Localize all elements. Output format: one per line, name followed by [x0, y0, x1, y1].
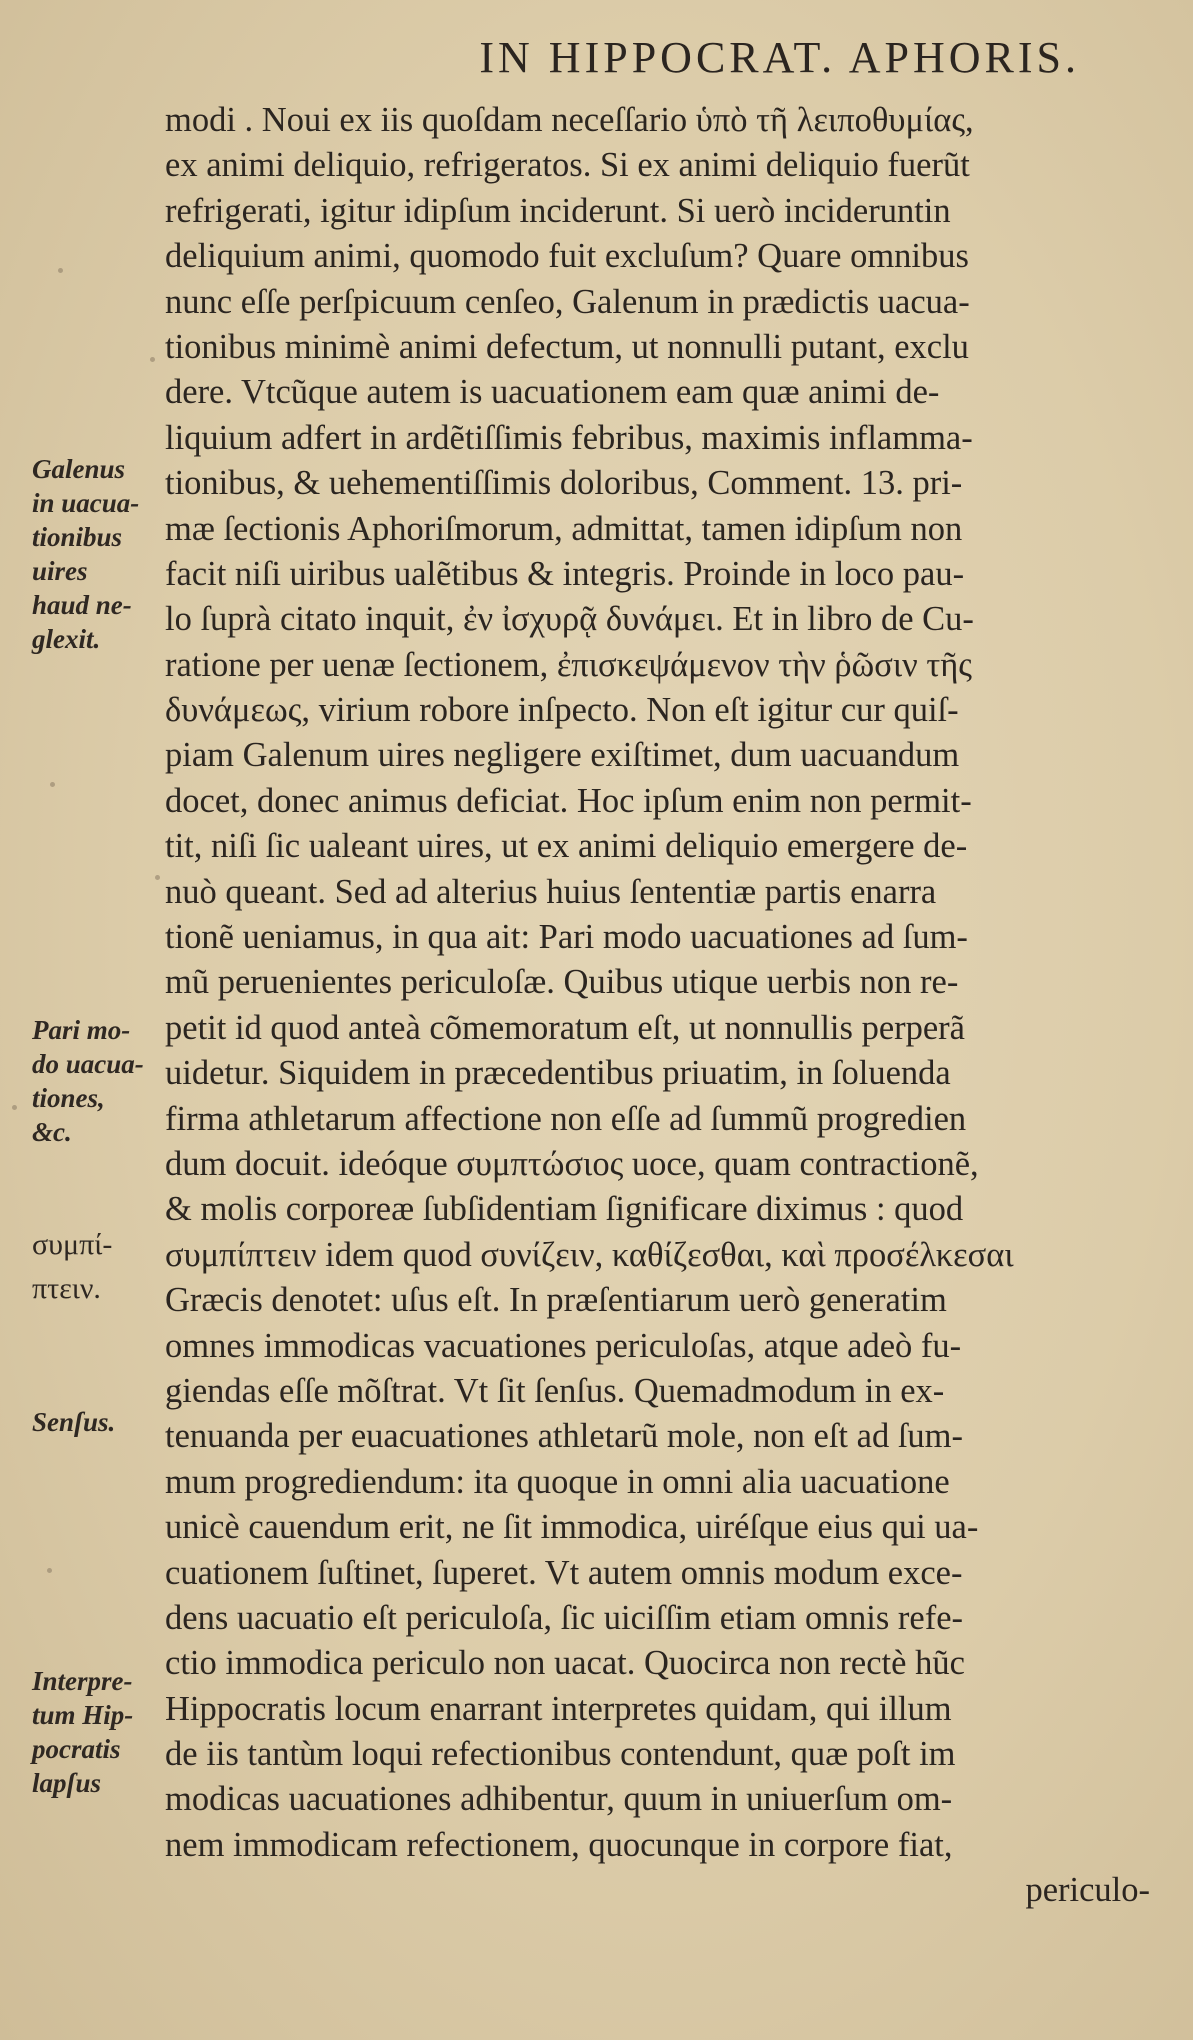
margin-note-line: in uacua- [32, 488, 140, 518]
text-line: tionẽ ueniamus, in qua ait: Pari modo uacuationes ad ſum- [165, 918, 968, 957]
text-line: Græcis denotet: uſus eſt. In præſentiarum uerò generatim [165, 1281, 947, 1320]
text-line: giendas eſſe mõſtrat. Vt ſit ſenſus. Quemadmodum in ex- [165, 1371, 945, 1410]
text-line: Hippocratis locum enarrant interpretes quidam, qui illum [165, 1689, 952, 1728]
text-line: petit id quod anteà cõmemoratum eſt, ut nonnullis perperã [165, 1008, 965, 1047]
text-line: mũ peruenientes periculoſæ. Quibus utique uerbis non re- [165, 963, 959, 1002]
paper-speck [47, 1568, 52, 1573]
text-line: uidetur. Siquidem in præcedentibus priuatim, in ſoluenda [165, 1054, 951, 1093]
text-line: ctio immodica periculo non uacat. Quocirca non rectè hũc [165, 1644, 965, 1683]
margin-note-line: Senſus. [32, 1407, 116, 1437]
margin-note-line: do uacua- [32, 1049, 144, 1079]
margin-note-line: pocratis [32, 1734, 121, 1764]
text-line: docet, donec animus deficiat. Hoc ipſum enim non permit- [165, 781, 972, 820]
margin-note-line: &c. [32, 1117, 72, 1147]
margin-note-line: Pari mo- [32, 1015, 131, 1045]
text-line: refrigerati, igitur idipſum inciderunt. Si uerò incideruntin [165, 191, 951, 230]
margin-note-line: glexit. [32, 624, 101, 654]
text-line: dens uacuatio eſt periculoſa, ſic uiciſſim etiam omnis refe- [165, 1598, 964, 1637]
margin-note-line: tiones, [32, 1083, 105, 1113]
text-line: συμπίπτειν idem quod συνίζειν, καθίζεσθαι, καὶ προσέλκεσαι [165, 1235, 1014, 1274]
text-line: & molis corporeæ ſubſidentiam ſignificare diximus : quod [165, 1190, 964, 1229]
paper-speck [150, 357, 155, 362]
text-line: modi . Noui ex iis quoſdam neceſſario ὑπὸ τῆ λειποθυμίας, [165, 101, 974, 139]
margin-note-line: συμπί- [32, 1228, 113, 1261]
text-line: piam Galenum uires negligere exiſtimet, dum uacuandum [165, 736, 960, 775]
text-line: dum docuit. ideóque συμπτώσιος uoce, quam contractionẽ, [165, 1144, 979, 1183]
text-line: deliquium animi, quomodo fuit excluſum? Quare omnibus [165, 237, 969, 276]
text-line: nunc eſſe perſpicuum cenſeo, Galenum in prædictis uacua- [165, 282, 970, 321]
paper-speck [58, 268, 63, 273]
margin-note-galenus [32, 452, 182, 656]
text-line: firma athletarum affectione non eſſe ad ſummũ progredien [165, 1099, 967, 1138]
text-line: tionibus, & uehementiſſimis doloribus, Comment. 13. pri- [165, 464, 963, 503]
paper-speck [50, 782, 55, 787]
text-line: ratione per uenæ ſectionem, ἐπισκεψάμενον τὴν ῥῶσιν τῆς [165, 645, 972, 684]
text-line: dere. Vtcũque autem is uacuationem eam quæ animi de- [165, 373, 940, 412]
text-line: modicas uacuationes adhibentur, quum in uniuerſum om- [165, 1780, 953, 1819]
text-line: liquium adfert in ardẽtiſſimis febribus, maximis inflamma- [165, 418, 973, 457]
text-line: omnes immodicas vacuationes periculoſas, atque adeò fu- [165, 1326, 962, 1365]
text-line: cuationem ſuſtinet, ſuperet. Vt autem omnis modum exce- [165, 1553, 963, 1592]
text-line: δυνάμεως, virium robore inſpecto. Non eſt igitur cur quiſ- [165, 691, 959, 730]
text-line: mæ ſectionis Aphoriſmorum, admittat, tamen idipſum non [165, 509, 963, 548]
margin-note-line: uires [32, 556, 88, 586]
catchword: periculo- [1025, 1871, 1150, 1910]
margin-note-pari-modo [32, 1013, 182, 1149]
margin-note-greek [32, 1223, 182, 1311]
text-line: unicè cauendum erit, ne ſit immodica, uiréſque eius qui ua- [165, 1508, 979, 1547]
margin-note-line: tum Hip- [32, 1700, 134, 1730]
text-line: mum progrediendum: ita quoque in omni alia uacuatione [165, 1462, 950, 1501]
text-line: nem immodicam refectionem, quocunque in corpore fiat, [165, 1825, 953, 1864]
text-line: tionibus minimè animi defectum, ut nonnulli putant, exclu [165, 327, 969, 366]
text-line: ex animi deliquio, refrigeratos. Si ex animi deliquio fuerũt [165, 146, 970, 185]
margin-note-line: πτειν. [32, 1272, 101, 1305]
paper-speck [12, 1105, 17, 1110]
margin-note-sensus [32, 1405, 182, 1439]
text-line: facit niſi uiribus ualẽtibus & integris. Proinde in loco pau- [165, 554, 965, 593]
text-line: tenuanda per euacuationes athletarũ mole, non eſt ad ſum- [165, 1417, 963, 1456]
running-header: IN HIPPOCRAT. APHORIS. [479, 33, 1080, 82]
margin-note-line: lapſus [32, 1768, 102, 1798]
text-line: lo ſuprà citato inquit, ἐν ἰσχυρᾷ δυνάμει. Et in libro de Cu- [165, 600, 974, 639]
margin-note-line: haud ne- [32, 590, 132, 620]
text-line: de iis tantùm loqui refectionibus contendunt, quæ poſt im [165, 1735, 956, 1774]
text-line: nuò queant. Sed ad alterius huius ſententiæ partis enarra [165, 872, 937, 911]
margin-note-interpretum [32, 1664, 182, 1800]
margin-note-line: tionibus [32, 522, 123, 552]
text-line: tit, niſi ſic ualeant uires, ut ex animi deliquio emergere de- [165, 827, 968, 866]
main-text-block [165, 98, 1150, 1914]
margin-note-line: Galenus [32, 454, 126, 484]
paper-speck [155, 875, 160, 880]
margin-note-line: Interpre- [32, 1666, 133, 1696]
